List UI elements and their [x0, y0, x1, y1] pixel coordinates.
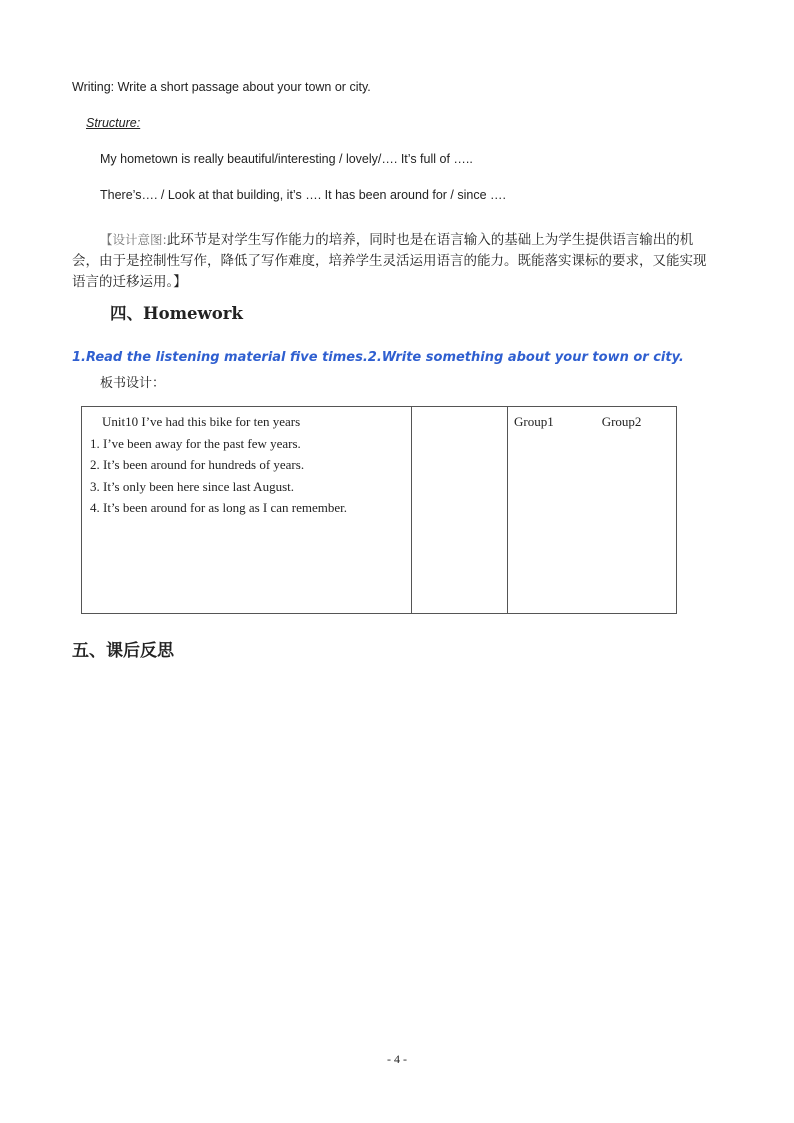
- section-homework-heading: 四、Homework: [110, 304, 243, 323]
- board-title: Unit10 I’ve had this bike for ten years: [102, 414, 301, 429]
- board-design-table: [81, 406, 677, 614]
- board-main-cell: [82, 407, 412, 614]
- board-line-4: 4. It’s been around for as long as I can remember.: [90, 500, 348, 515]
- board-line-1: 1. I’ve been away for the past few years.: [90, 435, 301, 451]
- board-empty-cell: [412, 407, 508, 614]
- structure-label: Structure:: [86, 116, 141, 130]
- design-intent-tag: 【设计意图:: [100, 232, 167, 247]
- homework-text: 1.Read the listening material five times.2.Write something about your town or city.: [72, 350, 684, 365]
- structure-line-1: My hometown is really beautiful/interesting / lovely/…. It’s full of …..: [100, 152, 473, 166]
- design-intent-paragraph: [72, 229, 712, 293]
- section-reflection-heading: 五、课后反思: [72, 641, 174, 661]
- board-line-2: 2. It’s been around for hundreds of years.: [90, 457, 305, 472]
- group2-label: Group2: [601, 414, 642, 429]
- group1-label: Group1: [514, 414, 554, 429]
- board-design-label: 板书设计：: [100, 376, 166, 391]
- writing-task: Writing: Write a short passage about your town or city.: [72, 80, 371, 94]
- design-intent-text: 此环节是对学生写作能力的培养，同时也是在语言输入的基础上为学生提供语言输出的机会，由于是控制性写作，降低了写作难度，培养学生灵活运用语言的能力。既能落实课标的要求，又能实现语言的迁移运用。】: [72, 232, 707, 290]
- board-groups-cell: [508, 407, 677, 614]
- board-line-3: 3. It’s only been here since last August.: [90, 478, 294, 494]
- page-number: - 4 -: [387, 1052, 407, 1066]
- structure-line-2: There’s…. / Look at that building, it’s …. It has been around for / since ….: [100, 188, 507, 202]
